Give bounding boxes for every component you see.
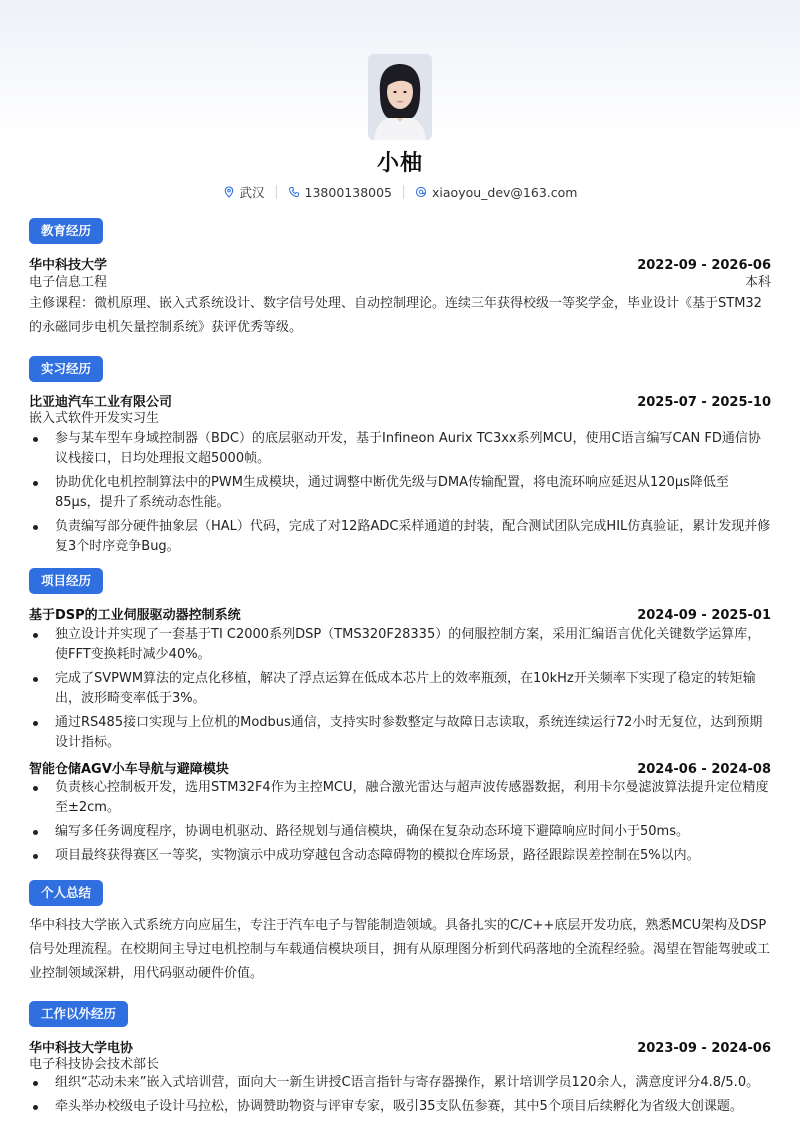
list-item: 独立设计并实现了一套基于TI C2000系列DSP（TMS320F28335）的伺服控制方案，采用汇编语言优化关键数学运算库，使FFT变换耗时减少40%。 — [29, 625, 771, 665]
extra-role: 电子科技协会技术部长 — [29, 1057, 160, 1072]
major: 电子信息工程 — [29, 275, 108, 290]
summary-text: 华中科技大学嵌入式系统方向应届生，专注于汽车电子与智能制造领域。具备扎实的C/C++底层开发功底，熟悉MCU架构及DSP信号处理流程。在校期间主导过电机控制与车载通信模块项目，拥有从原理图分析到代码落地的全流程经验。渴望在智能驾驶或工业控制领域深耕，用代码驱动硬件价值。 — [29, 918, 771, 981]
candidate-name: 小柚 — [376, 151, 423, 176]
at-sign-icon — [415, 186, 427, 198]
section-tag-education: 教育经历 — [29, 218, 103, 244]
portrait-image — [368, 54, 432, 140]
project-header — [29, 758, 771, 777]
profile-photo — [368, 54, 432, 140]
internship-bullets — [29, 429, 771, 561]
extra-period: 2023-09 - 2024-06 — [637, 1041, 771, 1056]
company-name: 比亚迪汽车工业有限公司 — [29, 395, 173, 410]
project-period: 2024-09 - 2025-01 — [637, 608, 771, 623]
list-item: 负责编写部分硬件抽象层（HAL）代码，完成了对12路ADC采样通道的封装，配合测试团队完成HIL仿真验证，累计发现并修复3个时序竞争Bug。 — [29, 517, 771, 557]
email-text: xiaoyou_dev@163.com — [432, 184, 578, 200]
contact-phone — [277, 185, 403, 200]
list-item: 完成了SVPWM算法的定点化移植，解决了浮点运算在低成本芯片上的效率瓶颈，在10kHz开关频率下实现了稳定的转矩输出，波形畸变率低于3%。 — [29, 669, 771, 709]
education-subheader — [29, 271, 771, 290]
location-pin-icon — [223, 186, 235, 198]
education-description: 主修课程：微机原理、嵌入式系统设计、数字信号处理、自动控制理论。连续三年获得校级一等奖学金，毕业设计《基于STM32的永磁同步电机矢量控制系统》获评优秀等级。 — [29, 296, 762, 335]
internship-role: 嵌入式软件开发实习生 — [29, 411, 160, 426]
list-item: 牵头举办校级电子设计马拉松，协调赞助物资与评审专家，吸引35支队伍参赛，其中5个项目后续孵化为省级大创课题。 — [29, 1097, 771, 1117]
phone-text: 13800138005 — [304, 184, 393, 200]
education-period: 2022-09 - 2026-06 — [637, 258, 771, 273]
project-period: 2024-06 - 2024-08 — [637, 762, 771, 777]
list-item: 编写多任务调度程序，协调电机驱动、路径规划与通信模块，确保在复杂动态环境下避障响应时间小于50ms。 — [29, 822, 771, 842]
phone-icon — [288, 186, 300, 198]
project-bullets — [29, 625, 771, 757]
degree: 本科 — [744, 275, 771, 290]
org-name: 华中科技大学电协 — [29, 1041, 134, 1056]
internship-subheader — [29, 407, 771, 426]
contact-location — [212, 183, 276, 201]
extra-subheader — [29, 1053, 771, 1072]
list-item: 通过RS485接口实现与上位机的Modbus通信，支持实时参数整定与故障日志读取，系统连续运行72小时无复位，达到预期设计指标。 — [29, 713, 771, 753]
list-item: 项目最终获得赛区一等奖，实物演示中成功穿越包含动态障碍物的模拟仓库场景，路径跟踪误差控制在5%以内。 — [29, 846, 771, 866]
section-tag-projects: 项目经历 — [29, 568, 103, 594]
location-text: 武汉 — [239, 185, 265, 200]
project-header — [29, 604, 771, 623]
internship-period: 2025-07 - 2025-10 — [637, 395, 771, 410]
section-tag-extra: 工作以外经历 — [29, 1001, 128, 1027]
section-tag-internship: 实习经历 — [29, 356, 103, 382]
list-item: 负责核心控制板开发，选用STM32F4作为主控MCU，融合激光雷达与超声波传感器数据，利用卡尔曼滤波算法提升定位精度至±2cm。 — [29, 778, 771, 818]
project-name: 智能仓储AGV小车导航与避障模块 — [29, 762, 229, 777]
contact-email — [404, 185, 588, 200]
school-name: 华中科技大学 — [29, 258, 108, 273]
list-item: 参与某车型车身域控制器（BDC）的底层驱动开发，基于Infineon Aurix TC3xx系列MCU，使用C语言编写CAN FD通信协议栈接口，日均处理报文超5000帧。 — [29, 429, 771, 469]
list-item: 协助优化电机控制算法中的PWM生成模块，通过调整中断优先级与DMA传输配置，将电流环响应延迟从120μs降低至85μs，提升了系统动态性能。 — [29, 473, 771, 513]
project-name: 基于DSP的工业伺服驱动器控制系统 — [29, 608, 241, 623]
contact-bar — [0, 183, 800, 201]
project-bullets — [29, 778, 771, 870]
extra-bullets — [29, 1073, 771, 1121]
section-tag-summary: 个人总结 — [29, 880, 103, 906]
list-item: 组织“芯动未来”嵌入式培训营，面向大一新生讲授C语言指针与寄存器操作，累计培训学员120余人，满意度评分4.8/5.0。 — [29, 1073, 771, 1093]
